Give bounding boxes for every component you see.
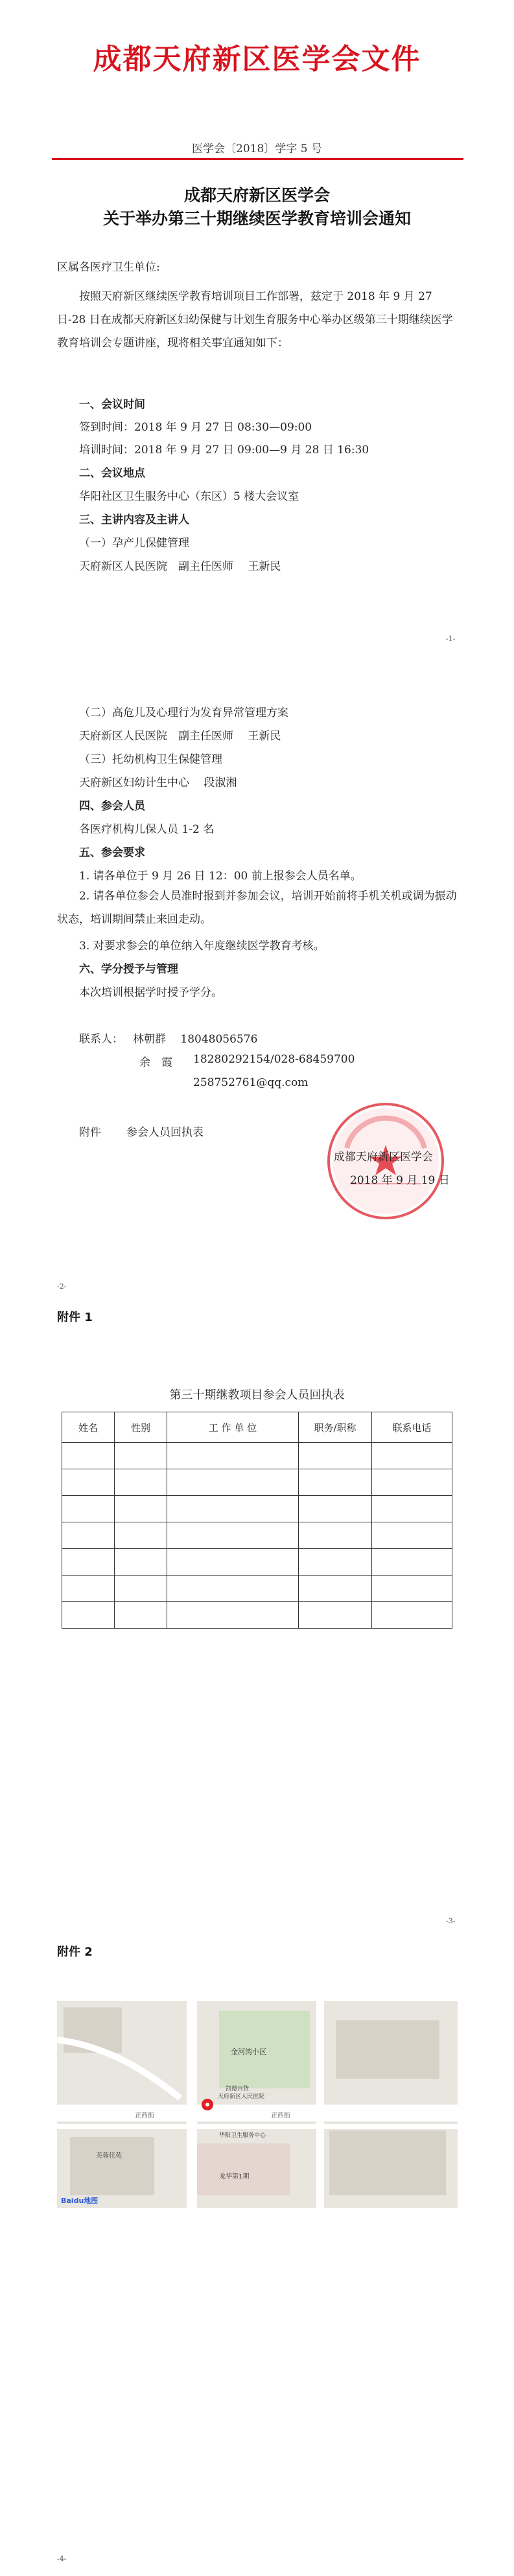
requirement-1: 1. 请各单位于 9 月 26 日 12：00 前上报参会人员名单。 <box>79 870 362 883</box>
table-cell[interactable] <box>372 1549 452 1576</box>
table-cell[interactable] <box>372 1469 452 1496</box>
topic-1: （一）孕产儿保健管理 <box>79 537 189 550</box>
section-5-heading: 五、参会要求 <box>79 846 145 859</box>
table-cell[interactable] <box>115 1443 167 1469</box>
page-number-3: -3- <box>446 1917 456 1925</box>
attachment-label: 附件 <box>79 1126 101 1139</box>
receipt-table <box>62 1412 452 1629</box>
requirement-3: 3. 对要求参会的单位纳入年度继续医学教育考核。 <box>79 940 325 953</box>
table-cell[interactable] <box>299 1469 372 1496</box>
table-cell[interactable] <box>115 1522 167 1549</box>
map-label-community: 金河湾小区 <box>231 2048 266 2056</box>
section-4-heading: 四、参会人员 <box>79 800 145 813</box>
org-title: 成都天府新区医学会文件 <box>93 43 421 76</box>
table-cell[interactable] <box>167 1469 299 1496</box>
section-3-heading: 三、主讲内容及主讲人 <box>79 514 189 526</box>
annex-1-label: 附件 1 <box>57 1311 93 1324</box>
table-cell[interactable] <box>62 1549 115 1576</box>
annex-2-label: 附件 2 <box>57 1945 93 1959</box>
table-cell[interactable] <box>115 1576 167 1602</box>
table-row <box>62 1496 452 1522</box>
topic-2: （二）高危儿及心理行为发育异常管理方案 <box>79 706 288 719</box>
map-label-place-4: 芙蓉佳苑 <box>96 2152 122 2160</box>
map-label-place-3: 华阳卫生服务中心 <box>219 2132 266 2139</box>
table-cell[interactable] <box>372 1496 452 1522</box>
signin-time: 签到时间：2018 年 9 月 27 日 08:30—09:00 <box>79 421 312 434</box>
page-number-4: -4- <box>57 2555 67 2563</box>
map-label-road-2: 正西街 <box>271 2112 290 2119</box>
table-cell[interactable] <box>62 1576 115 1602</box>
table-cell[interactable] <box>299 1549 372 1576</box>
table-cell[interactable] <box>115 1549 167 1576</box>
column-header: 职务/职称 <box>299 1412 372 1443</box>
table-cell[interactable] <box>115 1602 167 1629</box>
contact-1: 林朝群 18048056576 <box>133 1033 258 1046</box>
meeting-place: 华阳社区卫生服务中心（东区）5 楼大会议室 <box>79 490 299 503</box>
table-cell[interactable] <box>372 1522 452 1549</box>
receipt-table-title: 第三十期继教项目参会人员回执表 <box>169 1388 345 1402</box>
red-divider <box>52 158 463 160</box>
contact-label: 联系人： <box>79 1033 123 1046</box>
table-cell[interactable] <box>299 1443 372 1469</box>
table-header-row <box>62 1412 452 1443</box>
speaker-2: 天府新区人民医院 副主任医师 王新民 <box>79 730 281 743</box>
column-header: 工 作 单 位 <box>167 1412 299 1443</box>
map-label-place-5: 龙华第1期 <box>219 2173 250 2180</box>
doc-number: 医学会〔2018〕学字 5 号 <box>192 142 322 155</box>
table-cell[interactable] <box>167 1549 299 1576</box>
table-row <box>62 1443 452 1469</box>
table-cell[interactable] <box>115 1496 167 1522</box>
page-number-2: -2- <box>57 1282 67 1291</box>
speaker-3: 天府新区妇幼计生中心 段淑湘 <box>79 776 237 789</box>
requirement-2: 2. 请各单位参会人员准时报到并参加会议，培训开始前将手机关机或调为振动状态，培训期间禁止来回走动。 <box>57 890 457 926</box>
column-header: 性别 <box>115 1412 167 1443</box>
sign-date: 2018 年 9 月 19 日 <box>350 1174 450 1187</box>
table-cell[interactable] <box>167 1443 299 1469</box>
table-cell[interactable] <box>299 1522 372 1549</box>
topic-3: （三）托幼机构卫生保健管理 <box>79 753 222 766</box>
addressee: 区属各医疗卫生单位: <box>57 261 160 274</box>
contact-2-phone: 18280292154/028-68459700 <box>193 1053 355 1066</box>
table-cell[interactable] <box>372 1576 452 1602</box>
training-time: 培训时间：2018 年 9 月 27 日 09:00—9 月 28 日 16:30 <box>79 444 369 457</box>
table-cell[interactable] <box>62 1522 115 1549</box>
section-6-heading: 六、学分授予与管理 <box>79 963 178 976</box>
attendees: 各医疗机构儿保人员 1-2 名 <box>79 823 215 836</box>
page-number-1: -1- <box>446 635 456 643</box>
table-row <box>62 1602 452 1629</box>
column-header: 姓名 <box>62 1412 115 1443</box>
table-cell[interactable] <box>167 1522 299 1549</box>
map-graphic <box>57 2001 458 2208</box>
table-cell[interactable] <box>62 1602 115 1629</box>
location-map[interactable] <box>57 2001 458 2208</box>
attachment-text: 参会人员回执表 <box>126 1126 204 1139</box>
table-row <box>62 1576 452 1602</box>
map-logo: Baidu地图 <box>61 2197 99 2205</box>
contact-2-name: 余 霞 <box>139 1056 172 1069</box>
table-cell[interactable] <box>167 1496 299 1522</box>
section-1-heading: 一、会议时间 <box>79 398 145 411</box>
speaker-1: 天府新区人民医院 副主任医师 王新民 <box>79 560 281 573</box>
sign-org: 成都天府新区医学会 <box>334 1151 433 1164</box>
table-cell[interactable] <box>62 1443 115 1469</box>
table-cell[interactable] <box>299 1602 372 1629</box>
map-label-road-1: 正西街 <box>135 2112 154 2119</box>
table-cell[interactable] <box>372 1602 452 1629</box>
table-cell[interactable] <box>167 1602 299 1629</box>
contact-2-email[interactable]: 258752761@qq.com <box>193 1076 309 1089</box>
table-row <box>62 1522 452 1549</box>
table-cell[interactable] <box>115 1469 167 1496</box>
map-label-place-1: 天府新区人民医院 <box>218 2094 265 2100</box>
table-cell[interactable] <box>372 1443 452 1469</box>
table-cell[interactable] <box>167 1576 299 1602</box>
intro-paragraph: 按照天府新区继续医学教育培训项目工作部署，兹定于 2018 年 9 月 27 日-28 日在成都天府新区妇幼保健与计划生育服务中心举办区级第三十期继续医学教育培训会专题讲座，现将相关事宜通知如下： <box>57 290 453 350</box>
credit-text: 本次培训根据学时授予学分。 <box>79 986 222 999</box>
title-line-1: 成都天府新区医学会 <box>183 186 330 205</box>
table-row <box>62 1549 452 1576</box>
section-2-heading: 二、会议地点 <box>79 467 145 480</box>
map-label-place-2: 凯德百货 <box>226 2086 250 2092</box>
table-cell[interactable] <box>299 1576 372 1602</box>
column-header: 联系电话 <box>372 1412 452 1443</box>
table-cell[interactable] <box>62 1469 115 1496</box>
table-cell[interactable] <box>62 1496 115 1522</box>
title-line-2: 关于举办第三十期继续医学教育培训会通知 <box>102 209 411 228</box>
table-cell[interactable] <box>299 1496 372 1522</box>
table-row <box>62 1469 452 1496</box>
